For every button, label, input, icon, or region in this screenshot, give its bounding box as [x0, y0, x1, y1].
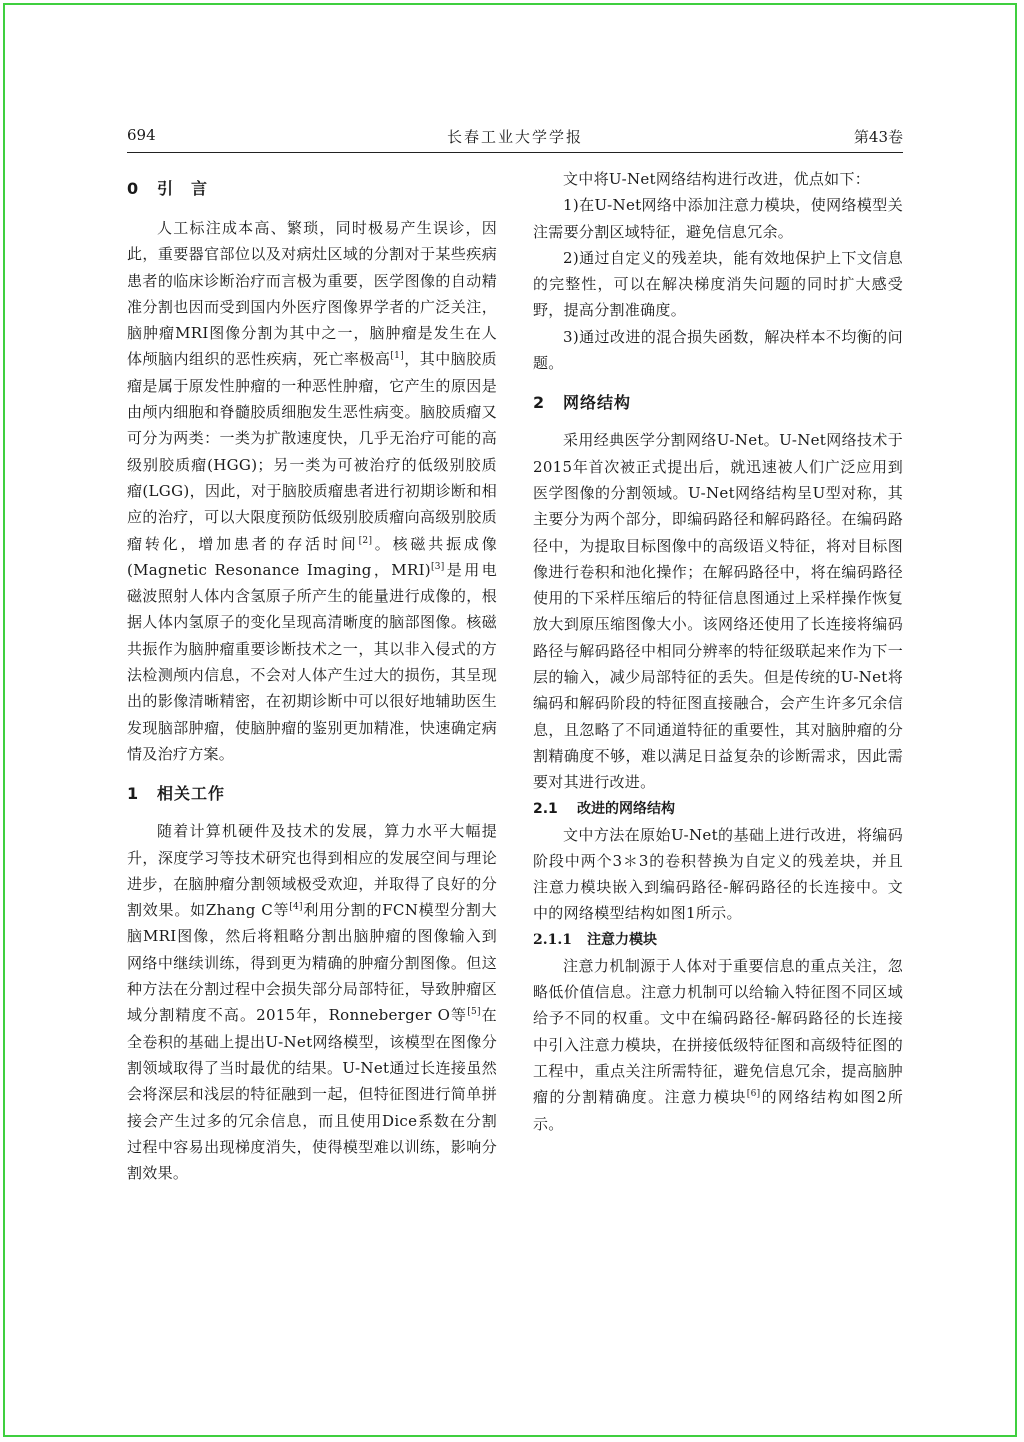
volume-label: 第43卷: [853, 128, 903, 146]
section-number: 0: [127, 179, 140, 198]
journal-name: 长春工业大学学报: [446, 128, 583, 146]
subsection-title: 改进的网络结构: [577, 800, 675, 817]
section-number: 1: [127, 784, 140, 804]
page-number: 694: [127, 126, 156, 144]
section-heading-related-work: [127, 781, 497, 804]
section-number: 2: [533, 393, 546, 413]
paragraph-advantage-2: 2)通过自定义的残差块，能有效地保护上下文信息的完整性，可以在解决梯度消失问题的同时扩大感受野，提高分割准确度。: [533, 248, 903, 320]
citation-5: [5]: [467, 1007, 481, 1018]
section-title: 相关工作: [157, 784, 226, 804]
section-title: 网络结构: [563, 393, 632, 413]
citation-3: [3]: [430, 561, 445, 572]
citation-2: [2]: [358, 535, 373, 546]
paragraph-improved-network: 文中方法在原始U-Net的基础上进行改进，将编码阶段中两个3＊3的卷积替换为自定义的残差块，并且注意力模块嵌入到编码路径-解码路径的长连接中。文中的网络模型结构如图1所示。: [533, 825, 903, 923]
subsubsection-title: 注意力模块: [587, 931, 657, 948]
citation-6: [6]: [746, 1089, 761, 1100]
citation-4: [4]: [289, 902, 303, 913]
paragraph-improvements-intro: 文中将U-Net网络结构进行改进，优点如下：: [563, 170, 871, 188]
section-heading-network-structure: [533, 390, 903, 413]
paragraph-advantage-1: 1)在U-Net网络中添加注意力模块，使网络模型关注需要分割区域特征，避免信息冗余。: [533, 196, 903, 241]
left-column: [127, 176, 497, 1186]
right-column: [533, 166, 903, 1137]
citation-1: [1]: [390, 351, 405, 362]
paragraph-advantage-3: 3)通过改进的混合损失函数，解决样本不均衡的问题。: [533, 327, 903, 373]
section-title: 引 言: [157, 179, 209, 198]
subsection-number: 2.1: [533, 800, 558, 817]
running-header: [127, 120, 903, 153]
subsection-heading-improved-network: [533, 796, 903, 822]
paragraph-attention-module: 注意力机制源于人体对于重要信息的重点关注，忽略低价值信息。注意力机制可以给输入特征图不同区域给予不同的权重。文中在编码路径-解码路径的长连接中引入注意力模块，在拼接低级特征图和高级特征图的工程中，重点关注所需特征，避免信息冗余，提高脑肿瘤的分割精确度。注意力模块[6]的网络结构如图2所示。: [533, 956, 904, 1133]
subsubsection-heading-attention: [533, 927, 903, 953]
paragraph-network-structure: 采用经典医学分割网络U-Net。U-Net网络技术于2015年首次被正式提出后，就迅速被人们广泛应用到医学图像的分割领域。U-Net网络结构呈U型对称，其主要分为两个部分，即编码路径和解码路径。在编码路径中，为提取目标图像中的高级语义特征，将对目标图像进行卷积和池化操作；在解码路径中，将在编码路径使用的下采样压缩后的特征信息图通过上采样操作恢复放大到原压缩图像大小。该网络还使用了长连接将编码路径与解码路径中相同分辨率的特征级联起来作为下一层的输入，减少局部特征的丢失。但是传统的U-Net将编码和解码阶段的特征图直接融合，会产生许多冗余信息，且忽略了不同通道特征的重要性，其对脑肿瘤的分割精确度不够，难以满足日益复杂的诊断需求，因此需要对其进行改进。: [533, 431, 903, 792]
paragraph-related-work: 随着计算机硬件及技术的发展，算力水平大幅提升，深度学习等技术研究也得到相应的发展空间与理论进步，在脑肿瘤分割领域极受欢迎，并取得了良好的分割效果。如Zhang C等[4]利用分割的FCN模型分割大脑MRI图像，然后将粗略分割出脑肿瘤的图像输入到网络中继续训练，得到更为精确的肿瘤分割图像。但这种方法在分割过程中会损失部分局部特征，导致肿瘤区域分割精度不高。2015年，Ronneberger O等[5]在全卷积的基础上提出U-Net网络模型，该模型在图像分割领域取得了当时最优的结果。U-Net通过长连接虽然会将深层和浅层的特征融到一起，但特征图进行简单拼接会产生过多的冗余信息，而且使用Dice系数在分割过程中容易出现梯度消失，使得模型难以训练，影响分割效果。: [127, 822, 497, 1183]
subsubsection-number: 2.1.1: [533, 931, 572, 948]
paragraph-introduction: 人工标注成本高、繁琐，同时极易产生误诊，因此，重要器官部位以及对病灶区域的分割对于某些疾病患者的临床诊断治疗而言极为重要，医学图像的自动精准分割也因而受到国内外医疗图像界学者的广泛关注，脑肿瘤MRI图像分割为其中之一，脑肿瘤是发生在人体颅脑内组织的恶性疾病，死亡率极高[1]，其中脑胶质瘤是属于原发性肿瘤的一种恶性肿瘤，它产生的原因是由颅内细胞和脊髓胶质细胞发生恶性病变。脑胶质瘤又可分为两类：一类为扩散速度快，几乎无治疗可能的高级别胶质瘤(HGG)；另一类为可被治疗的低级别胶质瘤(LGG)，因此，对于脑胶质瘤患者进行初期诊断和相应的治疗，可以大限度预防低级别胶质瘤向高级别胶质瘤转化，增加患者的存活时间[2]。核磁共振成像(Magnetic Resonance Imaging，MRI)[3]是用电磁波照射人体内含氢原子所产生的能量进行成像的，根据人体内氢原子的变化呈现高清晰度的脑部图像。核磁共振作为脑肿瘤重要诊断技术之一，其以非入侵式的方法检测颅内信息，不会对人体产生过大的损伤，其呈现出的影像清晰精密，在初期诊断中可以很好地辅助医生发现脑部肿瘤，使脑肿瘤的鉴别更加精准，快速确定病情及治疗方案。: [127, 219, 498, 763]
section-heading-introduction: [127, 176, 497, 199]
